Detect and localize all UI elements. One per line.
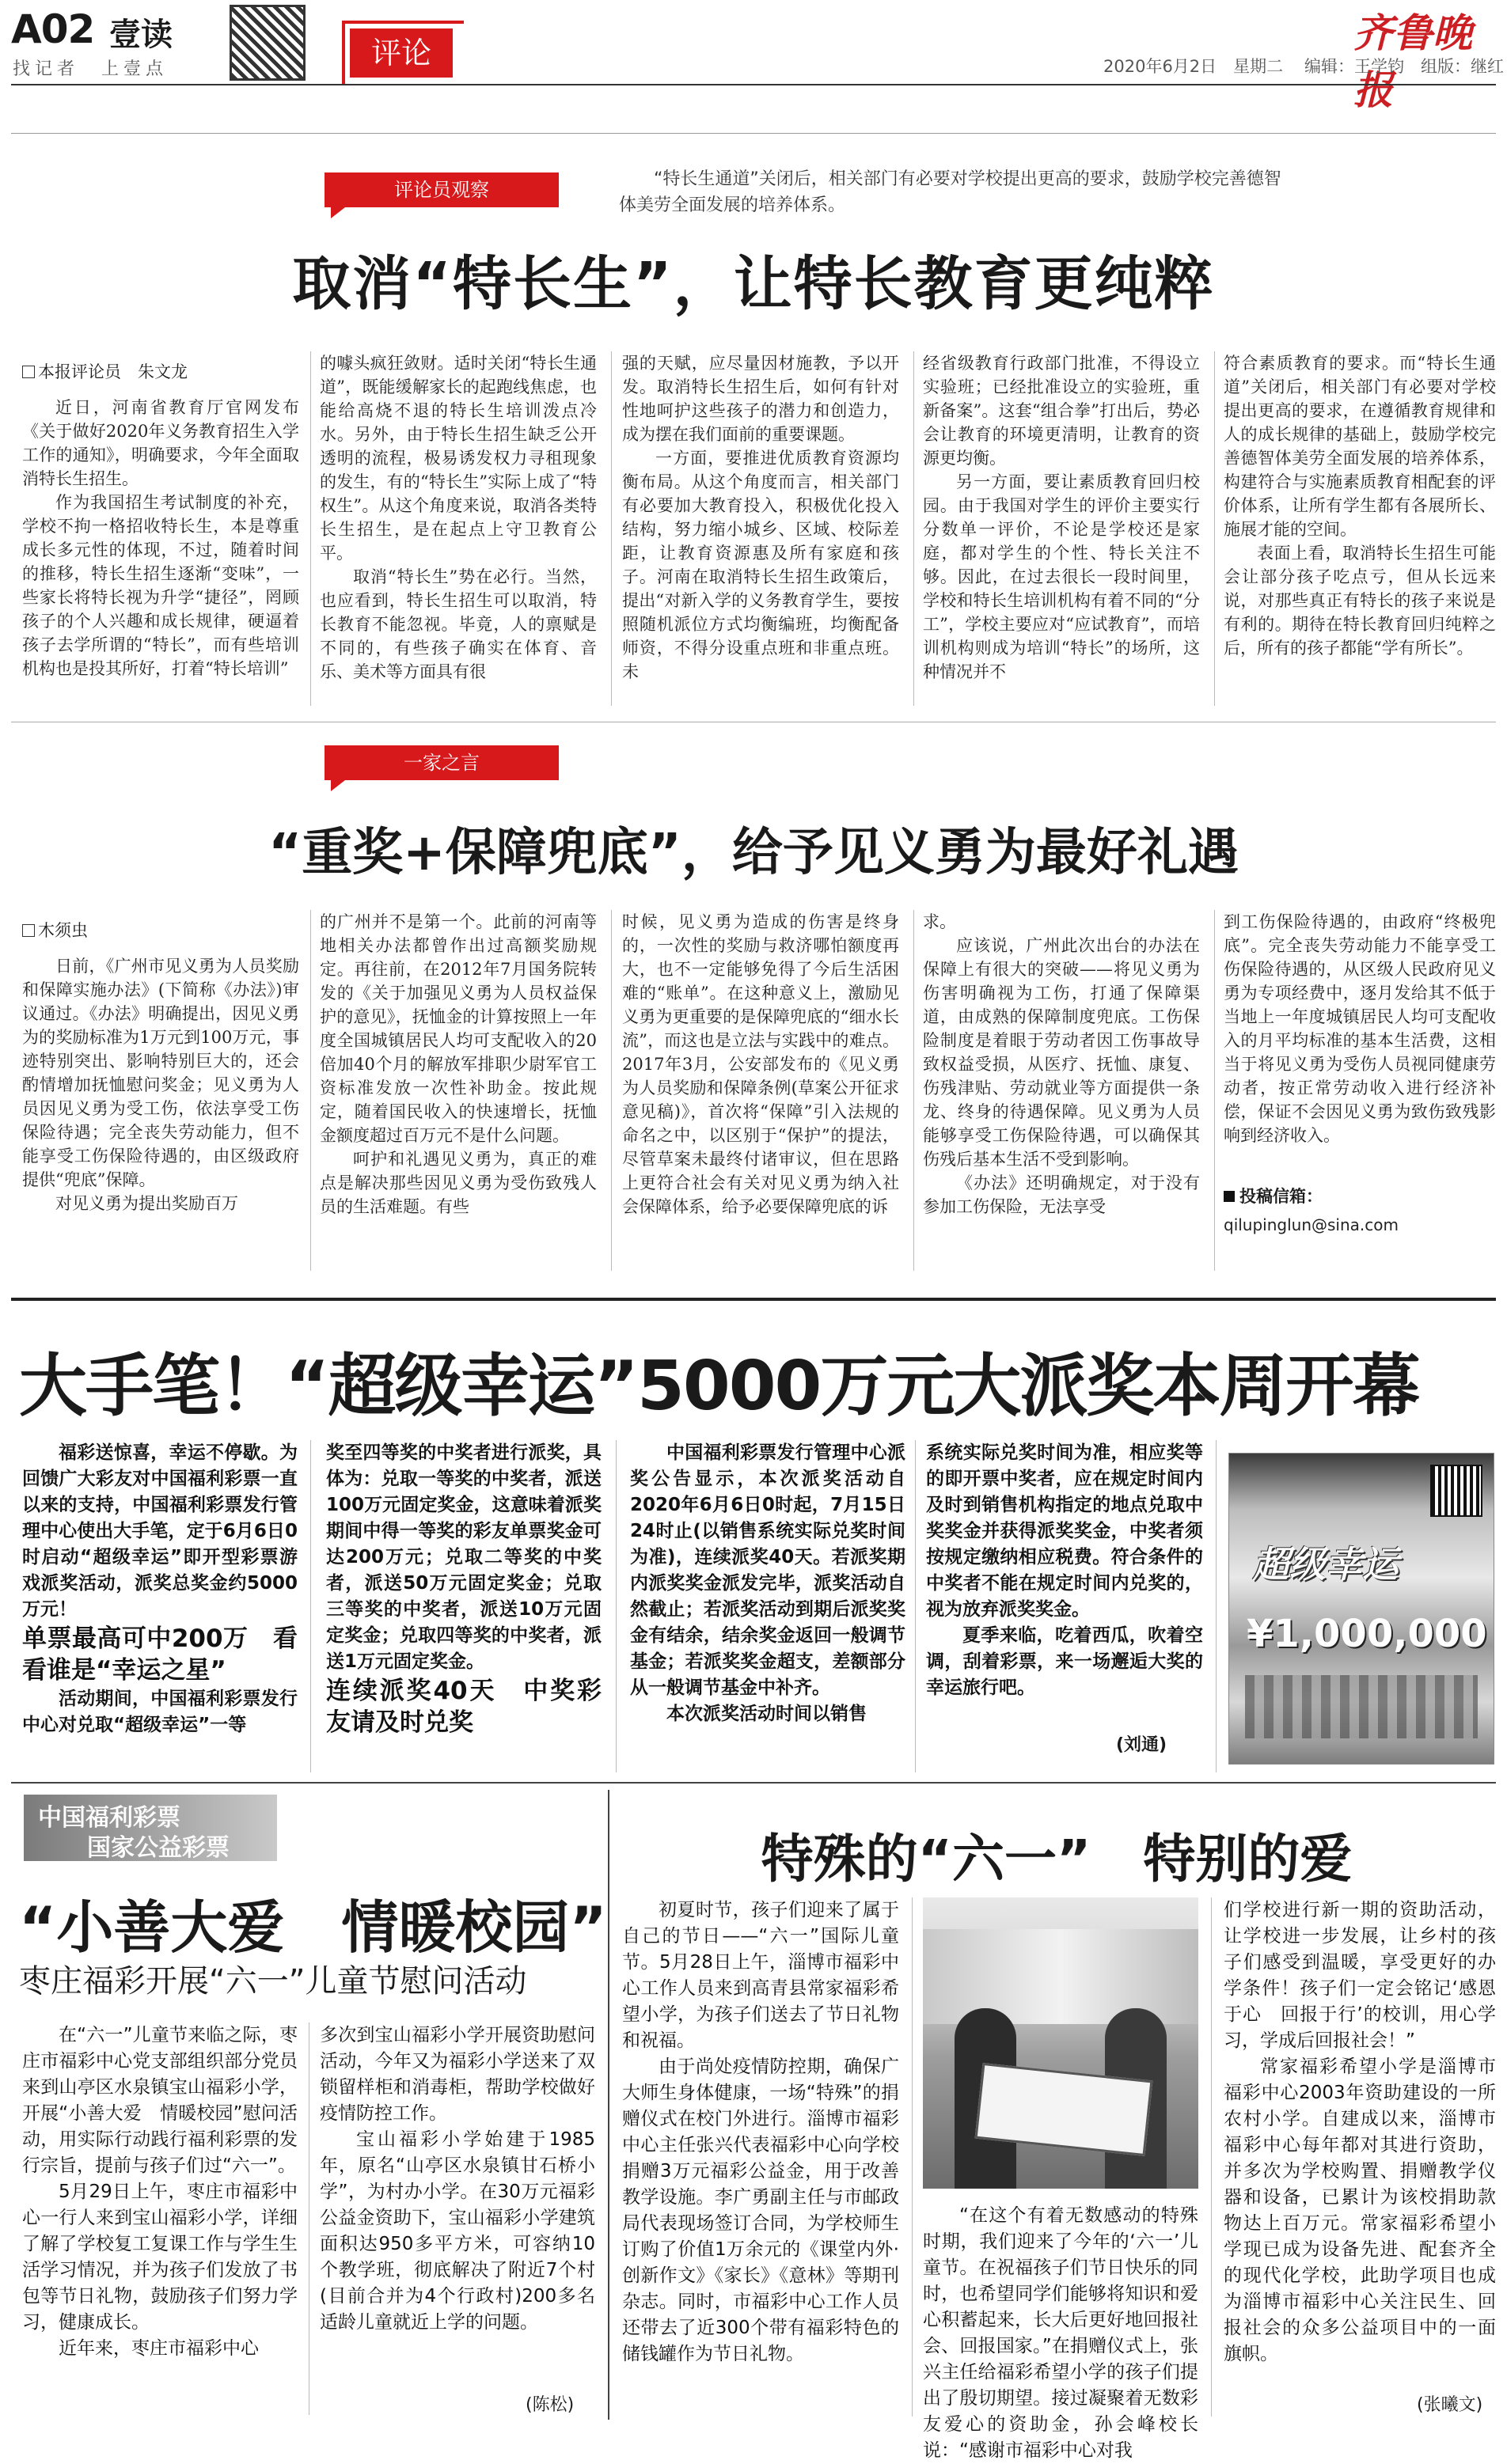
paragraph: 经省级教育行政部门批准，不得设立实验班；已经批准设立的实验班，重新备案”。这套“组合拳”打出后，势必会让教育的环境更清明，让教育的资源更均衡。 — [923, 354, 1200, 468]
article3-subheading-1: 单票最高可中200万 看看谁是“幸运之星” — [22, 1624, 298, 1685]
submit-label: 投稿信箱： — [1224, 1184, 1496, 1207]
article2-col4 — [923, 910, 1200, 1271]
paragraph: 系统实际兑奖时间为准，相应奖等的即开票中奖者，应在规定时间内及时到销售机构指定的地点兑取中奖奖金并获得派奖奖金，中奖者须按规定缴纳相应税费。符合条件的中奖者不能在规定时间内兑奖的，视为放弃派奖奖金。 — [926, 1442, 1203, 1620]
column-divider — [611, 351, 612, 706]
article1-author: 本报评论员 朱文龙 — [22, 359, 188, 383]
welfare-lottery-logo — [24, 1795, 277, 1861]
article3-col3 — [630, 1440, 905, 1774]
section-divider — [11, 1782, 1496, 1784]
article1-col3 — [622, 351, 899, 706]
column-divider — [1216, 1440, 1217, 1772]
paragraph: 活动期间，中国福利彩票发行中心对兑取“超级幸运”一等 — [22, 1689, 298, 1735]
submit-email-box — [1224, 1184, 1496, 1234]
article2-col3 — [622, 910, 899, 1271]
article1-lead: “特长生通道”关闭后，相关部门有必要对学校提出更高的要求，鼓励学校完善德智体美劳全面发展的培养体系。 — [619, 169, 1281, 215]
article1-col2 — [320, 351, 597, 706]
column-divider — [310, 1440, 311, 1772]
editor-credit: 编辑：王学钧 组版：继红 — [1304, 57, 1504, 76]
column-divider — [1214, 351, 1215, 706]
paragraph: 福彩送惊喜，幸运不停歇。为回馈广大彩友对中国福利彩票一直以来的支持，中国福利彩票发行管理中心使出大手笔，定于6月6日0时启动“超级幸运”即开型彩票游戏派奖活动，派奖总奖金约5000万元！ — [22, 1442, 298, 1620]
paragraph: 多次到宝山福彩小学开展资助慰问活动，今年又为福彩小学送来了双锁留样柜和消毒柜，帮助学校做好疫情防控工作。 — [320, 2025, 595, 2124]
logo-line-2: 国家公益彩票 — [87, 1834, 230, 1862]
paragraph: 奖至四等奖的中奖者进行派奖，具体为：兑取一等奖的中奖者，派送100万元固定奖金，这意味着派奖期间中得一等奖的彩友单票奖金可达200万元；兑取二等奖的中奖者，派送50万元固定奖金；兑取三等奖的中奖者，派送10万元固定奖金；兑取四等奖的中奖者，派送1万元固定奖金。 — [326, 1442, 602, 1672]
ticket-qr-icon — [1430, 1465, 1482, 1517]
article2-title: “重奖+保障兜底”，给予见义勇为最好礼遇 — [268, 824, 1239, 882]
paragraph: 《办法》还明确规定，对于没有参加工伤保险，无法享受 — [923, 1173, 1200, 1216]
article5-col3 — [1224, 1897, 1496, 2388]
article2-col1 — [22, 954, 299, 1271]
paragraph: 近年来，枣庄市福彩中心 — [59, 2338, 259, 2359]
issue-date: 2020年6月2日 星期二 — [1103, 57, 1284, 76]
article4-title: “小善大爱 情暖校园” — [19, 1894, 607, 1961]
page-number: A02 — [11, 6, 95, 52]
header-rule-thin — [11, 133, 1496, 134]
column-divider — [310, 351, 311, 706]
article1-col5 — [1224, 351, 1496, 706]
article5-title: 特殊的“六一” 特别的爱 — [761, 1829, 1353, 1890]
article4-credit: (陈松) — [526, 2395, 575, 2415]
column-divider — [611, 910, 612, 1271]
paragraph: 们学校进行新一期的资助活动，让学校进一步发展，让乡村的孩子们感受到温暖，享受更好的办学条件！孩子们一定会铭记‘感恩于心 回报于行’的校训，用心学习，学成后回报社会！” — [1224, 1900, 1496, 2051]
column-divider — [310, 910, 311, 1271]
paragraph: 到工伤保险待遇的，由政府“终极兜底”。完全丧失劳动能力不能享受工伤保险待遇的，从区级人民政府见义勇为专项经费中，逐月发给其不低于当地上一年度城镇居民人均可支配收入的月平均标准的基本生活费，这相当于将见义勇为受伤人员视同健康劳动者，按正常劳动收入进行经济补偿，保证不会因见义勇为致伤致残影响到经济收入。 — [1224, 912, 1496, 1145]
paragraph: 日前，《广州市见义勇为人员奖励和保障实施办法》(下简称《办法》)审议通过。《办法》明确提出，因见义勇为的奖励标准为1万元到100万元，事迹特别突出、影响特别巨大的，还会酌情增加抚恤慰问奖金；见义勇为人员因见义勇为受工伤，依法享受工伤保险待遇；完全丧失劳动能力，但不能享受工伤保险待遇的，由区级政府提供“兜底”保障。 — [22, 957, 299, 1189]
paragraph: 取消“特长生”势在必行。当然，也应看到，特长生招生可以取消，特长教育不能忽视。毕竟，人的禀赋是不同的，有些孩子确实在体育、音乐、美术等方面具有很 — [320, 567, 597, 681]
paragraph: 的噱头疯狂敛财。适时关闭“特长生通道”，既能缓解家长的起跑线焦虑，也能给高烧不退的特长生培训泼点冷水。另外，由于特长生招生缺乏公开透明的流程，极易诱发权力寻租现象的发生，有的“特长生”实际上成了“特权生”。从这个角度来说，取消各类特长生招生，是在起点上守卫教育公平。 — [320, 354, 597, 563]
column-divider — [1211, 1897, 1212, 2417]
article2-col2 — [320, 910, 597, 1271]
column-divider — [913, 910, 914, 1271]
article4-subtitle: 枣庄福彩开展“六一”儿童节慰问活动 — [19, 1963, 527, 2000]
header-rule — [11, 84, 1496, 85]
section-tag-frame — [342, 21, 464, 84]
paragraph: “在这个有着无数感动的特殊时期，我们迎来了今年的‘六一’儿童节。在祝福孩子们节日快乐的同时，也希望同学们能够将知识和爱心积蓄起来，长大后更好地回报社会、回报国家。”在捐赠仪式上，张兴主任给福彩希望小学的孩子们提出了殷切期望。接过凝聚着无数彩友爱心的资助金，孙会峰校长说：“感谢市福彩中心对我 — [923, 2205, 1198, 2461]
column-divider — [913, 351, 914, 706]
paragraph: 由于尚处疫情防控期，确保广大师生身体健康，一场“特殊”的捐赠仪式在校门外进行。淄博市福彩中心主任张兴代表福彩中心向学校捐赠3万元福彩公益金，用于改善教学设施。李广勇副主任与市邮政局代表现场签订合同，为学校师生订购了价值1万余元的《课堂内外·创新作文》《家长》《意林》等期刊杂志。同时，市福彩中心工作人员还带去了近300个带有福彩特色的储钱罐作为节日礼物。 — [622, 2056, 899, 2364]
paragraph: 求。 — [923, 912, 956, 931]
paragraph: 夏季来临，吃着西瓜，吹着空调，刮着彩票，来一场邂逅大奖的幸运旅行吧。 — [926, 1625, 1203, 1698]
qr-code-icon — [230, 5, 306, 81]
article3-col4 — [926, 1440, 1203, 1741]
column-divider — [912, 1897, 913, 2417]
donation-ceremony-photo — [923, 1897, 1198, 2189]
article2-tag: 一家之言 — [325, 745, 559, 780]
paragraph: 表面上看，取消特长生招生可能会让部分孩子吃点亏，但从长远来说，对那些真正有特长的孩子来说是有利的。期待在特长教育回归纯粹之后，所有的孩子都能“学有所长”。 — [1224, 544, 1496, 658]
article4-col1 — [22, 2022, 298, 2417]
paragraph: 作为我国招生考试制度的补充，学校不拘一格招收特长生，本是尊重成长多元性的体现，不过，随着时间的推移，特长生招生逐渐“变味”，一些家长将特长视为升学“捷径”，罔顾孩子的个人兴趣和成长规律，硬逼着孩子去学所谓的“特长”，而有些培训机构也是投其所好，打着“特长培训” — [22, 493, 299, 678]
section-divider-vertical — [608, 1790, 609, 2420]
article3-col1 — [22, 1440, 298, 1774]
paragraph: 常家福彩希望小学是淄博市福彩中心2003年资助建设的一所农村小学。自建成以来，淄博市福彩中心每年都对其进行资助，并多次为学校购置、捐赠教学仪器和设备，已累计为该校捐助款物达上百万元。常家福彩希望小学现已成为设备先进、配套齐全的现代化学校，此助学项目也成为淄博市福彩中心关注民生、回报社会的众多公益项目中的一面旗帜。 — [1224, 2056, 1496, 2364]
newspaper-brand: 齐鲁晚报 — [1353, 9, 1472, 113]
ticket-scratch-area — [1245, 1675, 1478, 1738]
paragraph: 一方面，要推进优质教育资源均衡布局。从这个角度而言，相关部门有必要加大教育投入，积极优化投入结构，努力缩小城乡、区域、校际差距，让教育资源惠及所有家庭和孩子。河南在取消特长生招生政策后，提出“对新入学的义务教育学生，要按照随机派位方式均衡编班，均衡配备师资，不得分设重点班和非重点班。未 — [622, 449, 899, 681]
paragraph: 的广州并不是第一个。此前的河南等地相关办法都曾作出过高额奖励规定。再往前，在2012年7月国务院转发的《关于加强见义勇为人员权益保护的意见》，抚恤金的计算按照上一年度全国城镇居民人均可支配收入的20倍加40个月的解放军排职少尉军官工资标准发放一次性补助金。按此规定，随着国民收入的快速增长，抚恤金额度超过百万元不是什么问题。 — [320, 912, 597, 1145]
article3-credit: (刘通) — [1116, 1735, 1167, 1755]
paragraph: 宝山福彩小学始建于1985年，原名“山亭区水泉镇甘石桥小学”，为村办小学。在30万元福彩公益金资助下，宝山福彩小学建筑面积达950多平方米，可容纳10个教学班，彻底解决了附近7个村(目前合并为4个行政村)200多名适龄儿童就近上学的问题。 — [320, 2129, 595, 2333]
paragraph: 中国福利彩票发行管理中心派奖公告显示，本次派奖活动自2020年6月6日0时起，7月15日24时止(以销售系统实际兑奖时间为准)，连续派奖40天。若派奖期内派奖奖金派发完毕，派奖活动自然截止；若派奖活动到期后派奖奖金有结余，结余奖金返回一般调节基金；若派奖奖金超支，差额部分从一般调节基金中补齐。 — [630, 1442, 905, 1698]
article1-col4 — [923, 351, 1200, 706]
submit-email[interactable]: qilupinglun@sina.com — [1224, 1215, 1399, 1234]
article2-col5 — [1224, 910, 1496, 1179]
article3-col2 — [326, 1440, 602, 1774]
column-divider — [616, 1440, 617, 1772]
paragraph: 时候，见义勇为造成的伤害是终身的，一次性的奖励与救济哪怕额度再大，也不一定能够免得了今后生活困难的“账单”。在这种意义上，激励见义勇为更重要的是保障兜底的“细水长流”，而这也是立法与实践中的难点。2017年3月，公安部发布的《见义勇为人员奖励和保障条例(草案公开征求意见稿)》，首次将“保障”引入法规的命名之中，以区别于“保护”的提法，尽管草案未最终付诸审议，但在思路上更符合社会有关对见义勇为纳入社会保障体系，给予必要保障兜底的诉 — [622, 912, 899, 1216]
logo-line-1: 中国福利彩票 — [38, 1804, 180, 1832]
paragraph: 初夏时节，孩子们迎来了属于自己的节日——“六一”国际儿童节。5月28日上午，淄博市福彩中心工作人员来到高青县常家福彩希望小学，为孩子们送去了节日礼物和祝福。 — [622, 1900, 899, 2051]
ticket-brand: 超级幸运 — [1253, 1543, 1399, 1586]
paragraph: 强的天赋，应尽量因材施教，予以开发。取消特长生招生后，如何有针对性地呵护这些孩子的潜力和创造力，成为摆在我们面前的重要课题。 — [622, 354, 899, 444]
article3-subheading-2: 连续派奖40天 中奖彩友请及时兑奖 — [326, 1677, 602, 1737]
section-name: 壹读 — [109, 17, 173, 53]
article1-tag: 评论员观察 — [325, 172, 559, 207]
ticket-prize: ¥1,000,000 — [1247, 1612, 1487, 1656]
article3-title: 大手笔！“超级幸运”5000万元大派奖本周开幕 — [19, 1347, 1419, 1426]
article5-credit: (张曦文) — [1417, 2395, 1483, 2415]
column-divider — [915, 1440, 916, 1772]
paragraph: 呵护和礼遇见义勇为，真正的难点是解决那些因见义勇为受伤致残人员的生活难题。有些 — [320, 1150, 597, 1216]
article5-col2 — [923, 2203, 1198, 2461]
paragraph: 另一方面，要让素质教育回归校园。由于我国对学生的评价主要实行分数单一评价，不论是学校还是家庭，都对学生的个性、特长关注不够。因此，在过去很长一段时间里，学校和特长生培训机构有着不同的“分工”，学校主要应对“应试教育”，而培训机构则成为培训“特长”的场所，这种情况并不 — [923, 472, 1200, 681]
mailbox-icon — [1224, 1191, 1235, 1202]
lottery-ticket-image — [1228, 1453, 1494, 1765]
article4-col2 — [320, 2022, 595, 2394]
article5-col1 — [622, 1897, 899, 2417]
paragraph: 符合素质教育的要求。而“特长生通道”关闭后，相关部门有必要对学校提出更高的要求，在遵循教育规律和人的成长规律的基础上，鼓励学校完善德智体美劳全面发展的培养体系，构建符合与实施素质教育相配套的评价体系，让所有学生都有各展所长、施展才能的空间。 — [1224, 354, 1496, 539]
column-divider — [1214, 910, 1215, 1271]
paragraph: 5月29日上午，枣庄市福彩中心一行人来到宝山福彩小学，详细了解了学校复工复课工作与学生生活学习情况，并为孩子们发放了书包等节日礼物，鼓励孩子们努力学习，健康成长。 — [22, 2182, 298, 2333]
article1-title: 取消“特长生”，让特长教育更纯粹 — [292, 250, 1215, 318]
section-divider-thick — [11, 1298, 1496, 1301]
article2-author: 木须虫 — [22, 918, 88, 942]
paragraph: 本次派奖活动时间以销售 — [666, 1704, 867, 1724]
paragraph: 在“六一”儿童节来临之际，枣庄市福彩中心党支部组织部分党员来到山亭区水泉镇宝山福彩小学，开展“小善大爱 情暖校园”慰问活动，用实际行动践行福利彩票的发行宗旨，提前与孩子们过“六一”。 — [22, 2025, 298, 2176]
photo-building — [923, 1929, 1198, 2024]
paragraph: 对见义勇为提出奖励百万 — [55, 1194, 238, 1213]
section-tag: 评论 — [350, 28, 453, 78]
paragraph: 近日，河南省教育厅官网发布《关于做好2020年义务教育招生入学工作的通知》，明确要求，今年全面取消特长生招生。 — [22, 398, 299, 488]
article1-col1 — [22, 396, 299, 706]
reporter-slogan: 找记者 上壹点 — [13, 59, 169, 79]
paragraph: 应该说，广州此次出台的办法在保障上有很大的突破——将见义勇为伤害明确视为工伤，打通了保障渠道，由成熟的保障制度兜底。工伤保险制度是着眼于劳动者因工伤事故导致权益受损，从医疗、抚恤、康复、伤残津贴、劳动就业等方面提供一条龙、终身的待遇保障。见义勇为人员能够享受工伤保险待遇，可以确保其伤残后基本生活不受到影响。 — [923, 936, 1200, 1169]
